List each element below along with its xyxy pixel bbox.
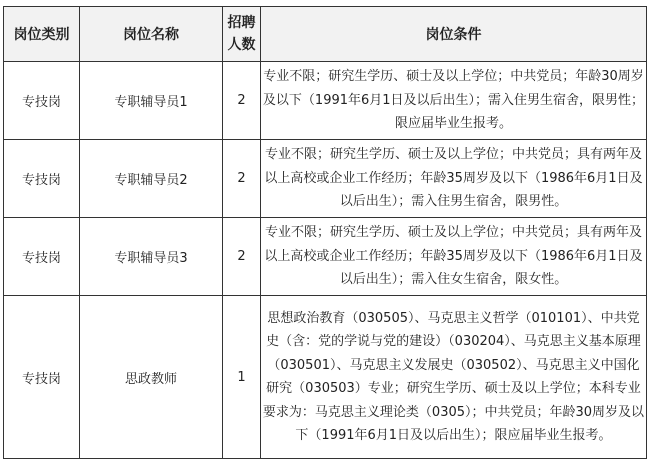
cell-name: 专职辅导员1: [80, 62, 223, 140]
header-count: [223, 7, 261, 62]
cell-name: 思政教师: [80, 296, 223, 459]
header-count-line2: 人数: [227, 37, 256, 53]
table-row: [4, 296, 647, 459]
cell-category: 专技岗: [4, 140, 80, 218]
cell-conditions: 专业不限；研究生学历、硕士及以上学位；中共党员；年龄30周岁及以下（1991年6月1日及以后出生）；需入住男生宿舍，限男性；限应届毕业生报考。: [261, 62, 647, 140]
cell-count: 2: [223, 140, 261, 218]
header-category: 岗位类别: [4, 7, 80, 62]
table-row: [4, 62, 647, 140]
cell-conditions: 思想政治教育（030505）、马克思主义哲学（010101）、中共党史（含：党的学说与党的建设）（030204）、马克思主义基本原理（030501）、马克思主义发展史（030502）、马克思主义中国化研究（030503）专业；研究生学历、硕士及以上学位；本科专业要求为：马克思主义理论类（0305）；中共党员；年龄30周岁及以下（1991年6月1日及以后出生）；限应届毕业生报考。: [261, 296, 647, 459]
table-row: [4, 218, 647, 296]
cell-count: 1: [223, 296, 261, 459]
cell-conditions: 专业不限；研究生学历、硕士及以上学位；中共党员；具有两年及以上高校或企业工作经历；年龄35周岁及以下（1986年6月1日及以后出生）；需入住女生宿舍，限女性。: [261, 218, 647, 296]
cell-conditions: 专业不限；研究生学历、硕士及以上学位；中共党员；具有两年及以上高校或企业工作经历；年龄35周岁及以下（1986年6月1日及以后出生）；需入住男生宿舍，限男性。: [261, 140, 647, 218]
cell-category: 专技岗: [4, 296, 80, 459]
cell-count: 2: [223, 218, 261, 296]
header-count-line1: 招聘: [227, 15, 256, 31]
cell-name: 专职辅导员2: [80, 140, 223, 218]
header-conditions: 岗位条件: [261, 7, 647, 62]
cell-category: 专技岗: [4, 62, 80, 140]
table-header-row: [4, 7, 647, 62]
cell-category: 专技岗: [4, 218, 80, 296]
job-positions-table: [3, 6, 647, 459]
cell-count: 2: [223, 62, 261, 140]
cell-name: 专职辅导员3: [80, 218, 223, 296]
header-name: 岗位名称: [80, 7, 223, 62]
table-row: [4, 140, 647, 218]
